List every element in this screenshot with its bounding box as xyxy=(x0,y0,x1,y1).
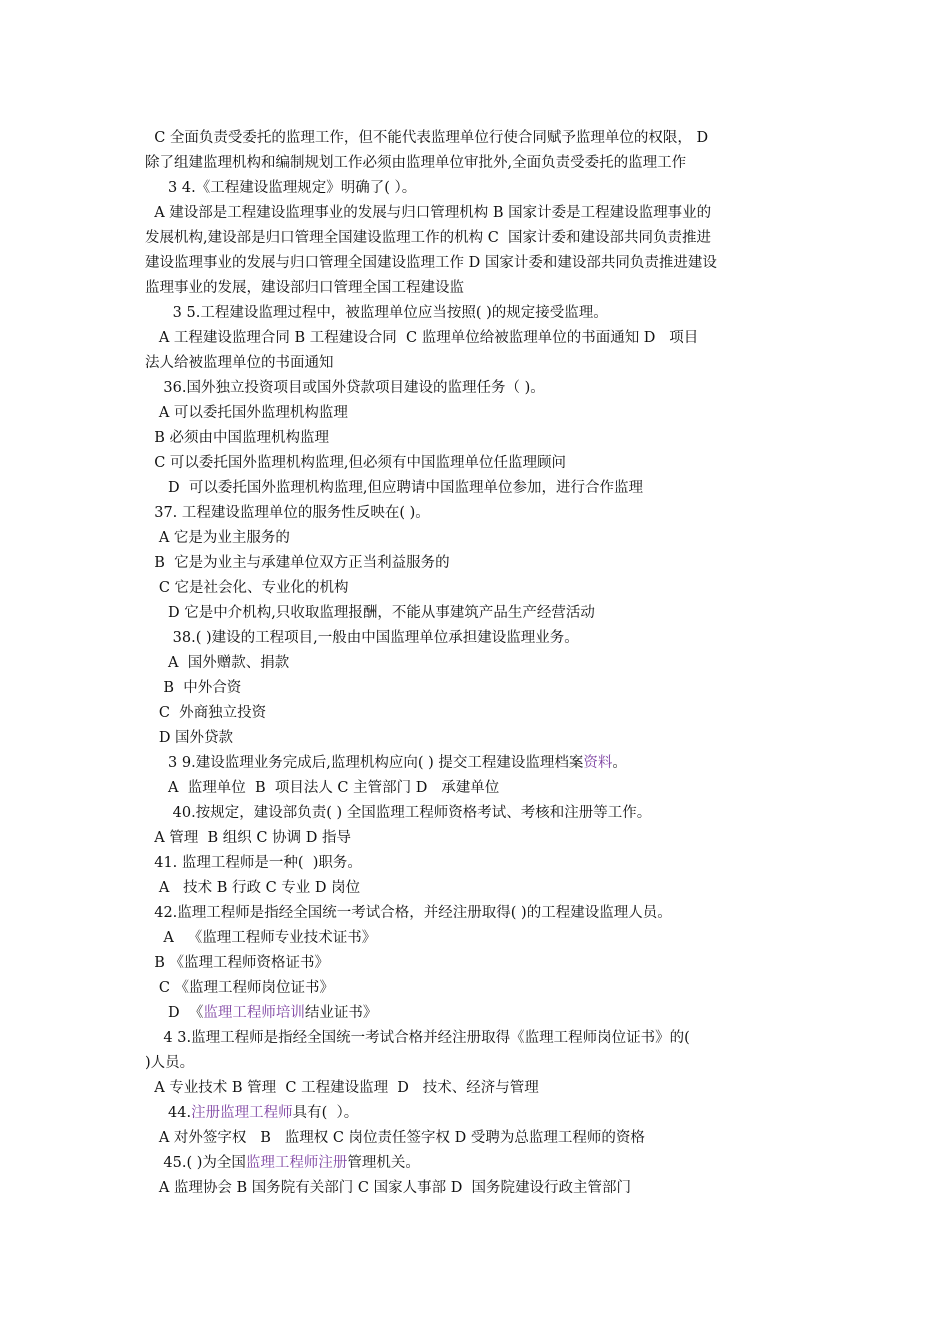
line-text: C 全面负责受委托的监理工作，但不能代表监理单位行使合同赋予监理单位的权限， D xyxy=(145,130,709,146)
text-line xyxy=(145,526,815,551)
line-text: )人员。 xyxy=(145,1055,195,1071)
line-text: 发展机构,建设部是归口管理全国建设监理工作的机构 C 国家计委和建设部共同负责推进 xyxy=(145,230,712,246)
line-text: A 建设部是工程建设监理事业的发展与归口管理机构 B 国家计委是工程建设监理事业的 xyxy=(145,205,712,221)
text-line xyxy=(145,576,815,601)
text-line xyxy=(145,601,815,626)
line-text: A 监理单位 B 项目法人 C 主管部门 D 承建单位 xyxy=(145,780,500,796)
text-line xyxy=(145,401,815,426)
text-line xyxy=(145,1101,815,1126)
text-line xyxy=(145,701,815,726)
line-text: A 它是为业主服务的 xyxy=(145,530,290,546)
text-line xyxy=(145,126,815,151)
line-text: 36.国外独立投资项目或国外贷款项目建设的监理任务（ )。 xyxy=(145,380,545,396)
hyperlink[interactable]: 监理工程师培训 xyxy=(203,1005,305,1021)
line-text: 42.监理工程师是指经全国统一考试合格，并经注册取得( )的工程建设监理人员。 xyxy=(145,905,672,921)
line-text: A 专业技术 B 管理 C 工程建设监理 D 技术、经济与管理 xyxy=(145,1080,539,1096)
text-line xyxy=(145,626,815,651)
text-line xyxy=(145,1126,815,1151)
text-line xyxy=(145,476,815,501)
text-line xyxy=(145,751,815,776)
text-line xyxy=(145,726,815,751)
line-text: 37. 工程建设监理单位的服务性反映在( )。 xyxy=(145,505,430,521)
line-text: A 国外赠款、捐款 xyxy=(145,655,290,671)
line-text-tail: 结业证书》 xyxy=(304,1005,378,1021)
line-text: 3 4.《工程建设监理规定》明确了( ）。 xyxy=(145,180,417,196)
text-line xyxy=(145,926,815,951)
text-line xyxy=(145,776,815,801)
text-line xyxy=(145,651,815,676)
text-line xyxy=(145,451,815,476)
text-line xyxy=(145,151,815,176)
line-text: A 管理 B 组织 C 协调 D 指导 xyxy=(145,830,351,846)
text-line xyxy=(145,951,815,976)
text-line xyxy=(145,676,815,701)
text-line xyxy=(145,351,815,376)
text-line xyxy=(145,1076,815,1101)
text-line xyxy=(145,1151,815,1176)
text-line xyxy=(145,376,815,401)
text-line xyxy=(145,901,815,926)
text-line xyxy=(145,326,815,351)
line-text: D 国外贷款 xyxy=(145,730,234,746)
line-text: 法人给被监理单位的书面通知 xyxy=(145,355,334,371)
line-text-tail: 管理机关。 xyxy=(347,1155,420,1171)
line-text: A 可以委托国外监理机构监理 xyxy=(145,405,348,421)
text-line xyxy=(145,426,815,451)
line-text-tail: 具有( ）。 xyxy=(292,1105,359,1121)
line-text: 41. 监理工程师是一种( )职务。 xyxy=(145,855,362,871)
line-text: 4 3.监理工程师是指经全国统一考试合格并经注册取得《监理工程师岗位证书》的( xyxy=(145,1030,690,1046)
text-line xyxy=(145,851,815,876)
line-text: B 《监理工程师资格证书》 xyxy=(145,955,329,971)
line-text: A 《监理工程师专业技术证书》 xyxy=(145,930,377,946)
line-text: B 中外合资 xyxy=(145,680,242,696)
line-text: 40.按规定，建设部负责( ) 全国监理工程师资格考试、考核和注册等工作。 xyxy=(145,805,652,821)
line-text: C 它是社会化、专业化的机构 xyxy=(145,580,349,596)
text-line xyxy=(145,876,815,901)
hyperlink[interactable]: 监理工程师注册 xyxy=(245,1155,348,1171)
line-text: A 对外签字权 B 监理权 C 岗位责任签字权 D 受聘为总监理工程师的资格 xyxy=(145,1130,645,1146)
hyperlink[interactable]: 资料 xyxy=(583,755,613,771)
line-text: A 监理协会 B 国务院有关部门 C 国家人事部 D 国务院建设行政主管部门 xyxy=(145,1180,632,1196)
line-text: B 必须由中国监理机构监理 xyxy=(145,430,329,446)
text-line xyxy=(145,226,815,251)
line-text: A 技术 B 行政 C 专业 D 岗位 xyxy=(145,880,361,896)
text-line xyxy=(145,176,815,201)
line-text: 监理事业的发展，建设部归口管理全国工程建设监 xyxy=(145,280,464,296)
line-text: D 它是中介机构,只收取监理报酬，不能从事建筑产品生产经营活动 xyxy=(145,605,595,621)
text-line xyxy=(145,801,815,826)
line-text: D 《 xyxy=(145,1005,204,1021)
text-line xyxy=(145,1026,815,1051)
line-text: 44. xyxy=(145,1105,192,1121)
line-text: C 可以委托国外监理机构监理,但必须有中国监理单位任监理顾问 xyxy=(145,455,567,471)
line-text: B 它是为业主与承建单位双方正当利益服务的 xyxy=(145,555,450,571)
line-text: 45.( )为全国 xyxy=(145,1155,246,1171)
line-text: C 外商独立投资 xyxy=(145,705,267,721)
text-line xyxy=(145,551,815,576)
line-text: 3 9.建设监理业务完成后,监理机构应向( ) 提交工程建设监理档案 xyxy=(145,755,584,771)
text-line xyxy=(145,301,815,326)
line-text-tail: 。 xyxy=(612,755,627,771)
line-text: A 工程建设监理合同 B 工程建设合同 C 监理单位给被监理单位的书面通知 D 项目 xyxy=(145,330,699,346)
text-line xyxy=(145,201,815,226)
line-text: 3 5.工程建设监理过程中，被监理单位应当按照( )的规定接受监理。 xyxy=(145,305,608,321)
text-line xyxy=(145,1051,815,1076)
text-line xyxy=(145,826,815,851)
hyperlink[interactable]: 注册监理工程师 xyxy=(191,1105,293,1121)
text-line xyxy=(145,276,815,301)
text-line xyxy=(145,1001,815,1026)
line-text: C 《监理工程师岗位证书》 xyxy=(145,980,335,996)
line-text: D 可以委托国外监理机构监理,但应聘请中国监理单位参加，进行合作监理 xyxy=(145,480,643,496)
text-line xyxy=(145,1176,815,1201)
line-text: 38.( )建设的工程项目,一般由中国监理单位承担建设监理业务。 xyxy=(145,630,579,646)
text-line xyxy=(145,976,815,1001)
line-text: 建设监理事业的发展与归口管理全国建设监理工作 D 国家计委和建设部共同负责推进建设 xyxy=(145,255,717,271)
text-line xyxy=(145,251,815,276)
text-line xyxy=(145,501,815,526)
line-text: 除了组建监理机构和编制规划工作必须由监理单位审批外,全面负责受委托的监理工作 xyxy=(145,155,687,171)
